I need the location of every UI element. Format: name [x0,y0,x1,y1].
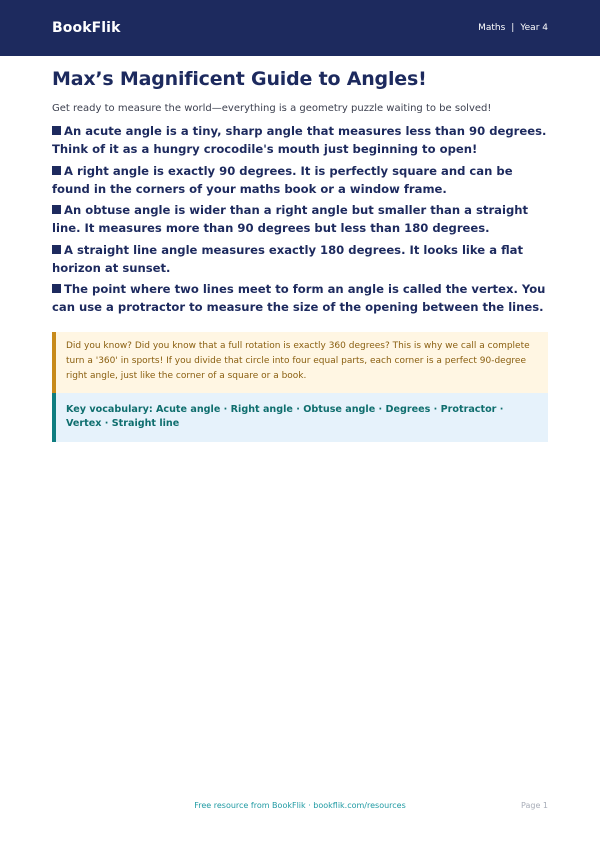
page-title: Max’s Magnificent Guide to Angles! [52,68,427,90]
page-number: Page 1 [521,801,548,810]
subject-label: Maths [478,23,506,33]
list-item [52,280,548,316]
square-bullet-icon [52,126,61,135]
point-text: A straight line angle measures exactly 180 degrees. It looks like a flat horizon at sunset. [52,242,524,275]
square-bullet-icon [52,166,61,175]
point-text: A right angle is exactly 90 degrees. It is perfectly square and can be found in the corners of your maths book or a window frame. [52,163,513,196]
intro-text: Get ready to measure the world—everything is a geometry puzzle waiting to be solved! [52,103,492,114]
brand-logo[interactable]: BookFlik [52,20,121,36]
square-bullet-icon [52,205,61,214]
list-item [52,241,548,277]
year-label: Year 4 [520,23,548,33]
point-text: An acute angle is a tiny, sharp angle that measures less than 90 degrees. Think of it as a hungry crocodile's mouth just beginning to open! [52,124,547,156]
list-item [52,162,548,198]
footer-resource-link[interactable]: Free resource from BookFlik · bookflik.com/resources [194,801,406,810]
point-text: An obtuse angle is wider than a right angle but smaller than a straight line. It measures more than 90 degrees but less than 180 degrees. [52,203,529,235]
list-item [52,201,548,237]
subject-year-meta [478,23,548,33]
main-content [52,66,548,442]
list-item [52,122,548,158]
meta-separator: | [511,23,515,33]
point-text: The point where two lines meet to form an angle is called the vertex. You can use a protractor to measure the size of the opening between the lines. [52,282,546,314]
key-points-list [52,122,548,316]
site-header [0,0,600,56]
square-bullet-icon [52,245,61,254]
square-bullet-icon [52,284,61,293]
did-you-know-callout: Did you know? Did you know that a full rotation is exactly 360 degrees? This is why we call a complete turn a '360' in sports! If you divide that circle into four equal parts, each corner is a perfect 90-degree right angle, just like the corner of a square or a book. [52,332,548,393]
key-vocabulary-box: Key vocabulary: Acute angle · Right angle · Obtuse angle · Degrees · Protractor · Vertex · Straight line [52,393,548,442]
